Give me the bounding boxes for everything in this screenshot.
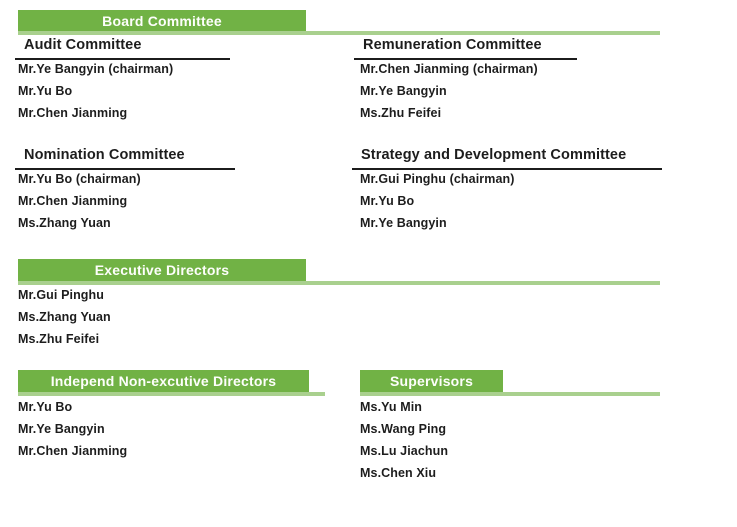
- member-name: Ms.Zhang Yuan: [18, 216, 111, 230]
- member-name: Mr.Chen Jianming: [18, 194, 128, 208]
- member-name: Mr.Gui Pinghu (chairman): [360, 172, 515, 186]
- member-name: Ms.Chen Xiu: [360, 466, 437, 480]
- executive-directors-member-list: [18, 284, 111, 350]
- member-name: Mr.Ye Bangyin (chairman): [18, 62, 174, 76]
- independent-directors-title: Independ Non-excutive Directors: [50, 373, 277, 389]
- member-name: Mr.Yu Bo: [18, 400, 73, 414]
- independent-directors-member-list: [18, 396, 127, 462]
- supervisors-member-list: [360, 396, 448, 484]
- board-committee-header-bar: [18, 10, 306, 31]
- member-name: Ms.Zhu Feifei: [360, 106, 442, 120]
- member-name: Mr.Chen Jianming: [18, 106, 128, 120]
- board-committee-title: Board Committee: [102, 12, 222, 29]
- audit-committee-member-list: [18, 58, 173, 124]
- member-name: Mr.Chen Jianming: [18, 444, 128, 458]
- nomination-committee-member-list: [18, 168, 141, 234]
- member-name: Ms.Zhang Yuan: [18, 310, 111, 324]
- member-name: Mr.Ye Bangyin: [18, 422, 105, 436]
- member-name: Ms.Wang Ping: [360, 422, 447, 436]
- board-committee-accent-line: [18, 31, 660, 35]
- member-name: Mr.Yu Bo: [360, 194, 415, 208]
- strategy-committee-heading: Strategy and Development Committee: [352, 147, 662, 170]
- audit-committee-heading: Audit Committee: [15, 37, 230, 60]
- member-name: Ms.Lu Jiachun: [360, 444, 449, 458]
- executive-directors-accent-line: [18, 281, 660, 285]
- executive-directors-title: Executive Directors: [94, 262, 230, 278]
- supervisors-header-bar: [360, 370, 503, 392]
- member-name: Ms.Yu Min: [360, 400, 423, 414]
- member-name: Mr.Yu Bo: [18, 84, 73, 98]
- supervisors-title: Supervisors: [389, 373, 474, 389]
- member-name: Mr.Yu Bo (chairman): [18, 172, 141, 186]
- executive-directors-header-bar: [18, 259, 306, 281]
- member-name: Mr.Ye Bangyin: [360, 216, 447, 230]
- member-name: Ms.Zhu Feifei: [18, 332, 100, 346]
- remuneration-committee-member-list: [360, 58, 538, 124]
- member-name: Mr.Chen Jianming (chairman): [360, 62, 538, 76]
- independent-directors-header-bar: [18, 370, 309, 392]
- remuneration-committee-heading: Remuneration Committee: [354, 37, 577, 60]
- member-name: Mr.Gui Pinghu: [18, 288, 105, 302]
- member-name: Mr.Ye Bangyin: [360, 84, 447, 98]
- strategy-committee-member-list: [360, 168, 515, 234]
- nomination-committee-heading: Nomination Committee: [15, 147, 235, 170]
